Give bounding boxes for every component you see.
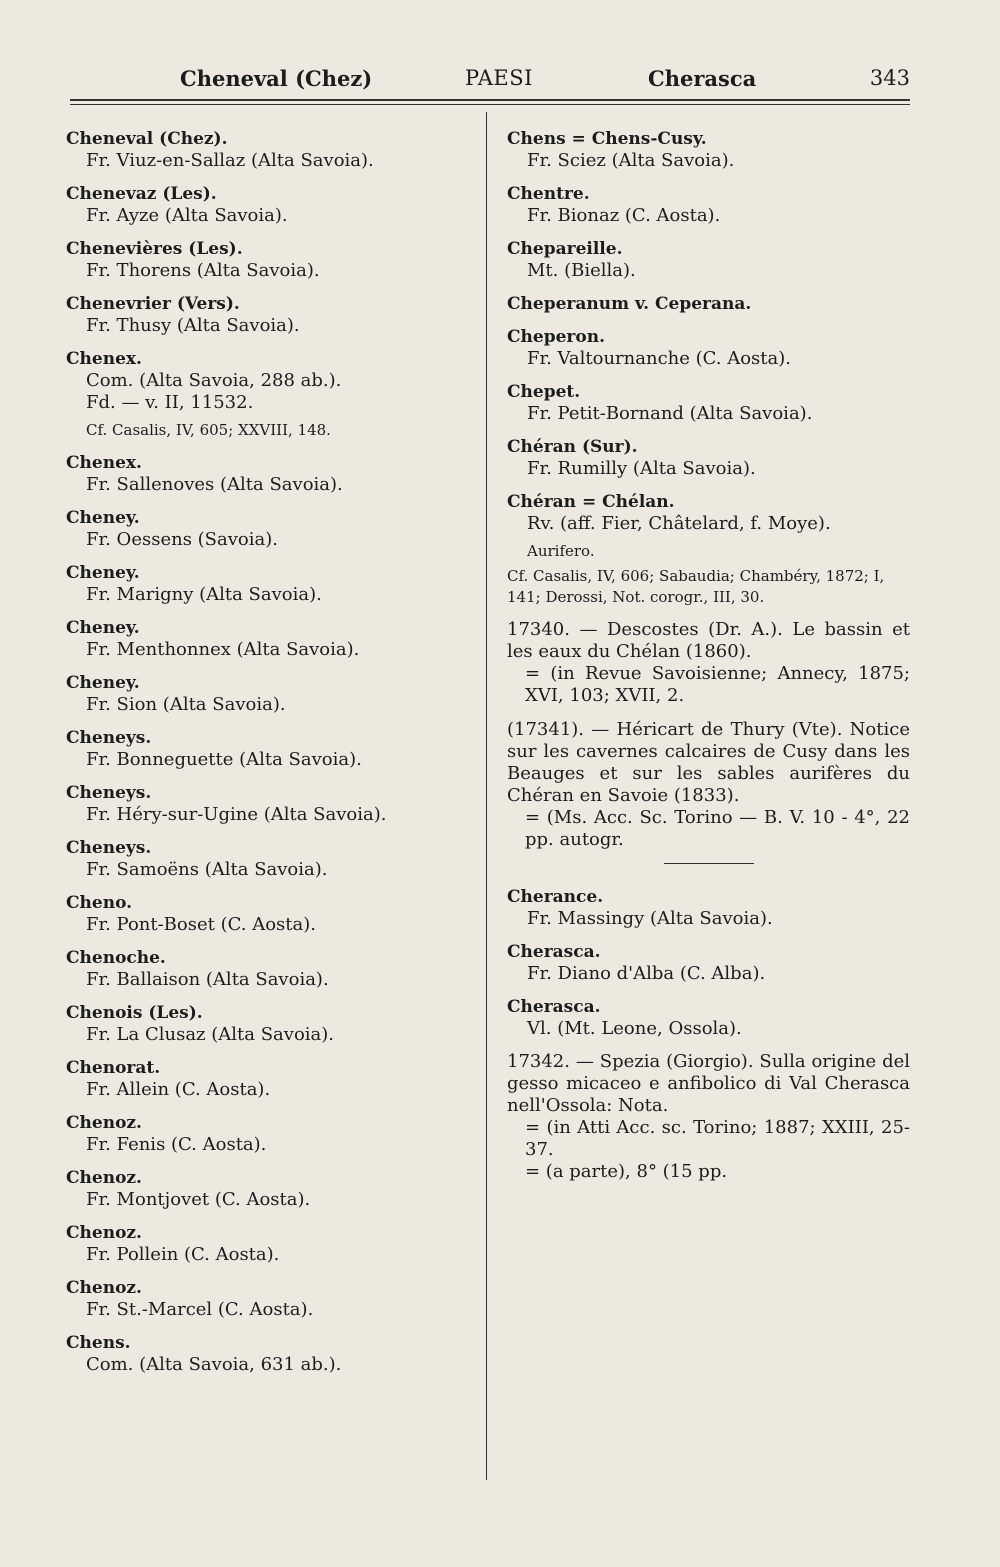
entry-headword: Chenevaz (Les). [66,184,217,204]
bibliography-main: (17341). — Héricart de Thury (Vte). Notice sur les cavernes calcaires de Cusy dans les Beauges et sur les sables aurifères du Chéran en Savoie (1833). [507,719,910,806]
header-rule-thin [70,104,910,105]
entry-headword: Chens. [66,1333,131,1353]
gazetteer-entry [66,507,476,551]
entry-line: Fr. Montjovet (C. Aosta). [86,1189,311,1210]
entry-line: Com. (Alta Savoia, 631 ab.). [86,1354,342,1375]
entry-headword: Chenex. [66,349,142,369]
entry-line: Fr. Bonneguette (Alta Savoia). [86,749,362,770]
gazetteer-entry [66,1332,476,1376]
gazetteer-entry [66,183,476,227]
entry-headword: Chenevières (Les). [66,239,243,259]
gazetteer-entry [507,996,910,1040]
entry-line: Fr. Massingy (Alta Savoia). [527,908,773,929]
entry-line: Fr. Rumilly (Alta Savoia). [527,458,756,479]
running-header [70,66,910,96]
bibliography-sub: = (in Revue Savoisienne; Annecy, 1875; XVI, 103; XVII, 2. [525,663,910,706]
bibliography-main: 17340. — Descostes (Dr. A.). Le bassin et les eaux du Chélan (1860). [507,619,910,662]
entry-headword: Chenorat. [66,1058,161,1078]
gazetteer-entry [507,886,910,930]
gazetteer-entry [66,782,476,826]
gazetteer-entry [507,238,910,282]
entry-headword: Cheperanum v. Ceperana. [507,294,752,314]
bibliography-block [507,619,910,851]
entry-headword: Cheney. [66,673,140,693]
entry-line: Fr. Marigny (Alta Savoia). [86,584,322,605]
entry-line: Fr. Pont-Boset (C. Aosta). [86,914,316,935]
entry-headword: Cheney. [66,618,140,638]
entry-note: Cf. Casalis, IV, 605; XXVIII, 148. [86,421,331,439]
entry-headword: Chenoz. [66,1168,142,1188]
entry-headword: Cherasca. [507,997,601,1017]
entry-line: Fr. Petit-Bornand (Alta Savoia). [527,403,813,424]
gazetteer-entry [507,183,910,227]
entry-headword: Chepet. [507,382,581,402]
entry-line: Fr. La Clusaz (Alta Savoia). [86,1024,335,1045]
entry-line: Fr. Oessens (Savoia). [86,529,278,550]
bibliography-item [507,619,910,707]
gazetteer-entry [66,1277,476,1321]
gazetteer-entry [66,947,476,991]
entry-line: Fr. Menthonnex (Alta Savoia). [86,639,360,660]
gazetteer-entry [66,293,476,337]
entry-headword: Chenoz. [66,1223,142,1243]
bibliography-block-b [507,1051,910,1183]
entry-headword: Cherance. [507,887,604,907]
entry-line: Fr. Viuz-en-Sallaz (Alta Savoia). [86,150,374,171]
entry-headword: Chenoz. [66,1278,142,1298]
entry-line: Vl. (Mt. Leone, Ossola). [527,1018,742,1039]
gazetteer-entry [66,617,476,661]
entry-headword: Cheney. [66,508,140,528]
entry-headword: Chenoz. [66,1113,142,1133]
gazetteer-entry [66,1222,476,1266]
gazetteer-entry [66,238,476,282]
entry-headword: Chenex. [66,453,142,473]
gazetteer-entry [66,128,476,172]
entry-line: Fr. Héry-sur-Ugine (Alta Savoia). [86,804,387,825]
gazetteer-entry [66,672,476,716]
entry-line: Fr. Ayze (Alta Savoia). [86,205,288,226]
entry-line: Fr. Fenis (C. Aosta). [86,1134,267,1155]
gazetteer-entry [507,293,910,315]
right-column [507,128,910,1195]
entry-line: Fr. Valtournanche (C. Aosta). [527,348,792,369]
gazetteer-entry [66,892,476,936]
gazetteer-entry [507,436,910,480]
entry-citation: Cf. Casalis, IV, 606; Sabaudia; Chambéry, 1872; I, 141; Derossi, Not. corogr., III, 30. [507,567,885,606]
bibliography-sub: = (a parte), 8° (15 pp. [525,1161,728,1182]
gazetteer-entry [507,941,910,985]
page-number: 343 [869,66,910,90]
header-section-title: PAESI [465,66,533,90]
gazetteer-entry [507,128,910,172]
entry-line: Fd. — v. II, 11532. [86,392,254,413]
entry-line: Fr. Allein (C. Aosta). [86,1079,271,1100]
entry-line: Mt. (Biella). [527,260,636,281]
header-left-headword: Cheneval (Chez) [180,66,373,91]
entry-headword: Chéran = Chélan. [507,492,675,512]
entry-headword: Cheneval (Chez). [66,129,228,149]
entry-headword: Chéran (Sur). [507,437,638,457]
bibliography-sub: = (in Atti Acc. sc. Torino; 1887; XXIII, 25-37. [525,1117,910,1160]
entry-line: Fr. Pollein (C. Aosta). [86,1244,280,1265]
entry-headword: Cheney. [66,563,140,583]
entry-headword: Chenoche. [66,948,166,968]
entry-line: Fr. Bionaz (C. Aosta). [527,205,721,226]
entry-line: Com. (Alta Savoia, 288 ab.). [86,370,342,391]
entry-headword: Chens = Chens-Cusy. [507,129,707,149]
entry-line: Fr. Samoëns (Alta Savoia). [86,859,328,880]
right-entries-a [507,128,910,608]
entry-headword: Cheneys. [66,838,152,858]
gazetteer-entry [66,348,476,441]
entry-headword: Chenevrier (Vers). [66,294,240,314]
entry-line: Fr. Thorens (Alta Savoia). [86,260,320,281]
entry-headword: Cherasca. [507,942,601,962]
entry-headword: Chenois (Les). [66,1003,203,1023]
gazetteer-entry [66,452,476,496]
entry-line: Fr. St.-Marcel (C. Aosta). [86,1299,314,1320]
gazetteer-entry [66,1167,476,1211]
bibliography-sub: = (Ms. Acc. Sc. Torino — B. V. 10 - 4°, 22 pp. autogr. [525,807,910,850]
entry-headword: Cheno. [66,893,133,913]
header-rule [70,99,910,101]
entry-line: Fr. Sion (Alta Savoia). [86,694,286,715]
left-column [66,128,476,1387]
bibliography-item [507,1051,910,1183]
gazetteer-entry [507,491,910,608]
gazetteer-entry [66,837,476,881]
entry-line: Fr. Thusy (Alta Savoia). [86,315,300,336]
entry-headword: Cheneys. [66,728,152,748]
entry-headword: Chepareille. [507,239,623,259]
gazetteer-entry [66,1002,476,1046]
entry-line: Fr. Sciez (Alta Savoia). [527,150,735,171]
right-entries-b [507,886,910,1040]
entry-line: Rv. (aff. Fier, Châtelard, f. Moye). [527,513,831,534]
gazetteer-entry [66,727,476,771]
entry-line: Fr. Ballaison (Alta Savoia). [86,969,329,990]
gazetteer-entry [507,326,910,370]
bibliography-main: 17342. — Spezia (Giorgio). Sulla origine del gesso micaceo e anfibolico di Val Cherasca nell'Ossola: Nota. [507,1051,910,1116]
column-divider [486,112,487,1480]
gazetteer-entry [66,1112,476,1156]
entry-line: Fr. Diano d'Alba (C. Alba). [527,963,766,984]
gazetteer-entry [66,562,476,606]
entry-headword: Cheneys. [66,783,152,803]
gazetteer-entry [66,1057,476,1101]
entry-note: Aurifero. [527,542,595,560]
header-right-headword: Cherasca [648,66,757,91]
bibliography-item [507,719,910,851]
gazetteer-entry [507,381,910,425]
section-separator [664,863,754,864]
entry-line: Fr. Sallenoves (Alta Savoia). [86,474,343,495]
entry-headword: Chentre. [507,184,590,204]
entry-headword: Cheperon. [507,327,605,347]
